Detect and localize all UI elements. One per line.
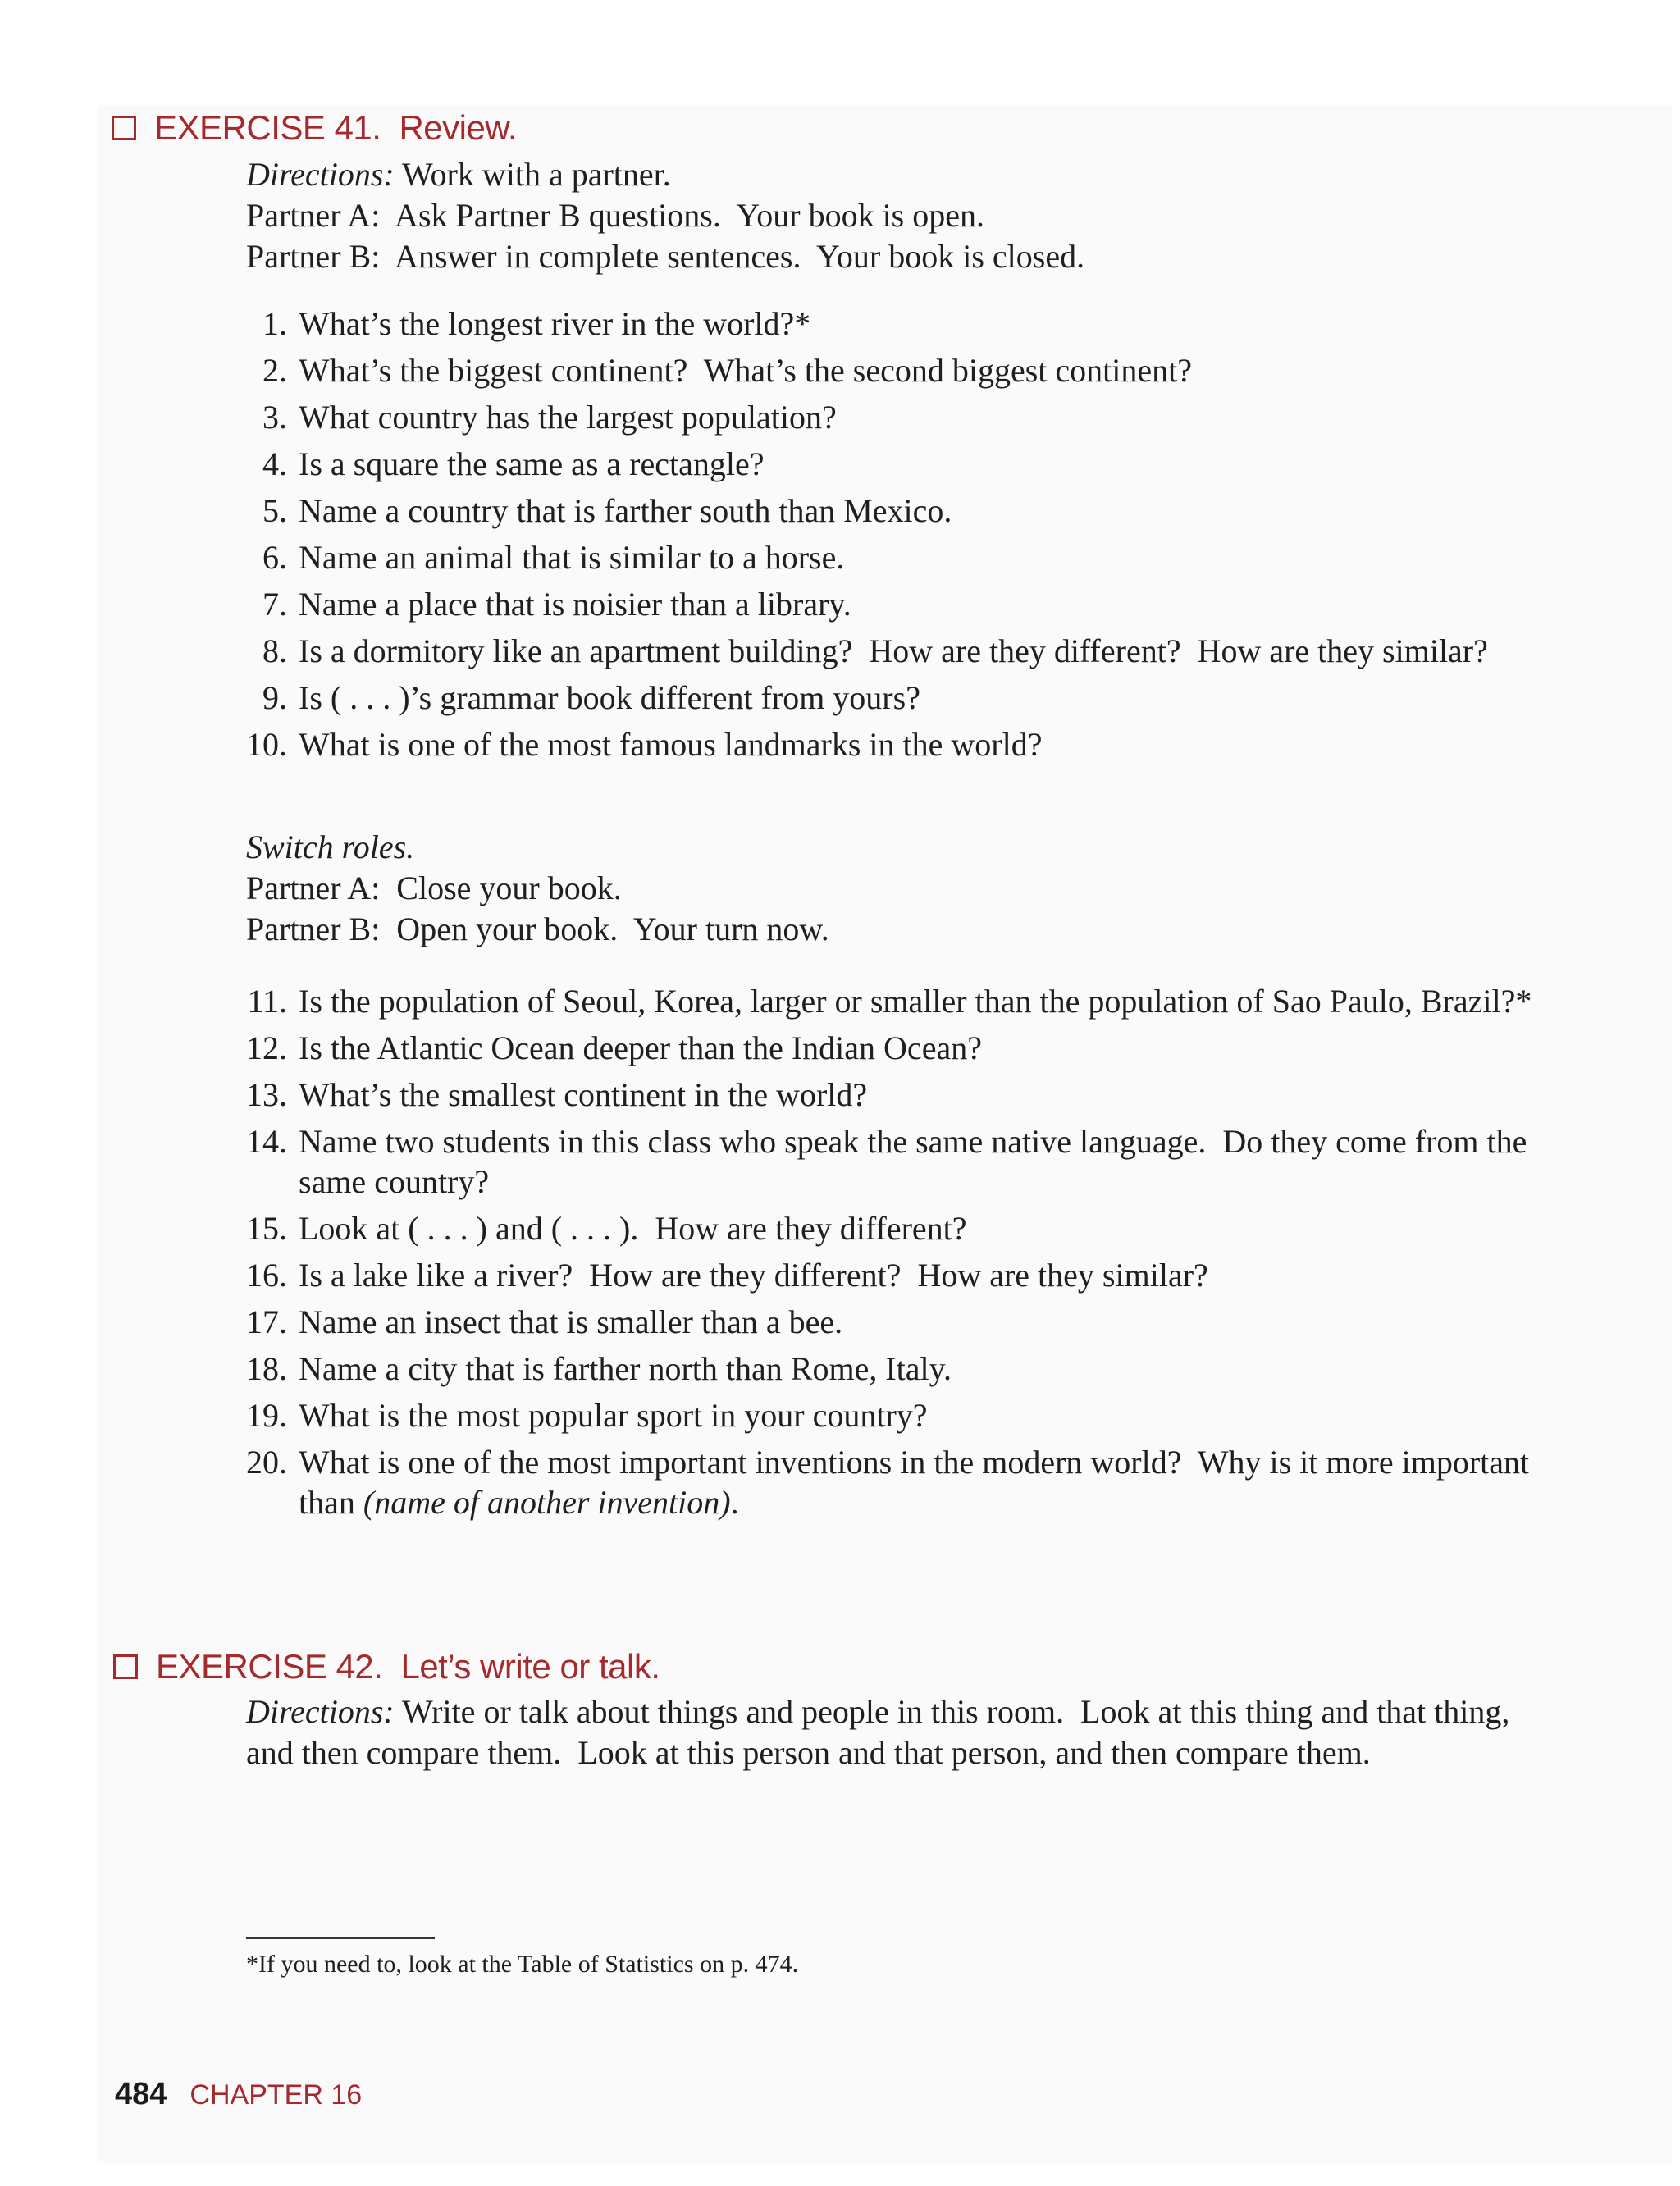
question-number: 20. — [246, 1444, 287, 1481]
question-item — [238, 491, 1583, 531]
question-text-italic: (name of another invention) — [363, 1484, 731, 1521]
question-text: What is one of the most famous landmarks in the world? — [299, 726, 1043, 763]
partner-b-instruction: Partner B: Answer in complete sentences. Your book is closed. — [246, 238, 1085, 275]
switch-partner-a: Partner A: Close your book. — [246, 869, 622, 906]
question-text: What’s the biggest continent? What’s the second biggest continent? — [299, 352, 1192, 389]
exercise-41-questions-1-10 — [238, 303, 1583, 771]
question-text — [299, 1442, 1583, 1522]
question-item — [238, 1349, 1583, 1389]
question-item — [238, 1028, 1583, 1068]
question-text: Is ( . . . )’s grammar book different from yours? — [299, 679, 920, 716]
question-text: What’s the longest river in the world?* — [299, 305, 811, 342]
question-item — [238, 1255, 1583, 1295]
question-number: 16. — [246, 1257, 287, 1294]
question-number: 6. — [262, 539, 287, 576]
question-text: Name a country that is farther south than Mexico. — [299, 492, 952, 529]
page-number: 484 — [115, 2077, 167, 2111]
exercise-41-heading — [112, 108, 517, 148]
question-text: Name a city that is farther north than Rome, Italy. — [299, 1350, 952, 1387]
switch-partner-b: Partner B: Open your book. Your turn now. — [246, 910, 829, 947]
question-text: Name an insect that is smaller than a bee. — [299, 1303, 843, 1340]
question-item — [238, 303, 1583, 344]
directions-label: Directions: — [246, 156, 395, 193]
question-item — [238, 397, 1583, 437]
question-number: 12. — [246, 1029, 287, 1066]
switch-roles-block — [246, 827, 1575, 950]
question-text: Name a place that is noisier than a library. — [299, 586, 851, 623]
ex42-directions-text: Write or talk about things and people in this room. Look at this thing and that thing, and then compare them. Look at this person and that person, and then compare them. — [246, 1693, 1518, 1771]
question-item — [238, 631, 1583, 671]
question-item — [238, 678, 1583, 718]
question-number: 1. — [262, 305, 287, 342]
question-text: Is a lake like a river? How are they different? How are they similar? — [299, 1257, 1208, 1294]
question-number: 14. — [246, 1123, 287, 1160]
question-text: Look at ( . . . ) and ( . . . ). How are they different? — [299, 1210, 967, 1247]
question-number: 4. — [262, 445, 287, 482]
question-item — [238, 537, 1583, 577]
exercise-42-directions — [246, 1691, 1542, 1773]
question-text: Is the population of Seoul, Korea, larger or smaller than the population of Sao Paulo, Brazil?* — [299, 983, 1532, 1020]
question-number: 5. — [262, 492, 287, 529]
question-number: 8. — [262, 632, 287, 669]
question-number: 11. — [247, 983, 287, 1020]
question-text: What country has the largest population? — [299, 399, 837, 436]
exercise-42-heading — [113, 1647, 660, 1686]
question-item — [238, 584, 1583, 624]
exercise-42-checkbox[interactable] — [113, 1654, 138, 1679]
question-item — [238, 1442, 1583, 1522]
question-text: Is a dormitory like an apartment building? How are they different? How are they similar? — [299, 632, 1488, 669]
question-number: 10. — [246, 726, 287, 763]
question-number: 9. — [262, 679, 287, 716]
question-text: Name an animal that is similar to a horse. — [299, 539, 845, 576]
ex42-directions-label: Directions: — [246, 1693, 395, 1730]
question-number: 15. — [246, 1210, 287, 1247]
question-item — [238, 1075, 1583, 1115]
question-number: 2. — [262, 352, 287, 389]
exercise-42-number: EXERCISE 42. — [156, 1647, 383, 1686]
question-number: 7. — [262, 586, 287, 623]
exercise-41-title: Review. — [399, 108, 518, 147]
question-text: What is the most popular sport in your country? — [299, 1397, 928, 1434]
question-number: 18. — [246, 1350, 287, 1387]
question-text-main: What is one of the most important inventions in the modern world? Why is it more important than — [299, 1444, 1538, 1521]
footnote-rule — [246, 1937, 435, 1939]
question-number: 3. — [262, 399, 287, 436]
exercise-41-directions — [246, 154, 1575, 277]
question-text: Is the Atlantic Ocean deeper than the Indian Ocean? — [299, 1029, 982, 1066]
question-item — [238, 1121, 1583, 1202]
switch-roles-label: Switch roles. — [246, 828, 415, 865]
partner-a-instruction: Partner A: Ask Partner B questions. Your book is open. — [246, 197, 984, 234]
question-item — [238, 1302, 1583, 1342]
question-number: 19. — [246, 1397, 287, 1434]
question-item — [238, 1395, 1583, 1435]
question-item — [238, 444, 1583, 484]
question-number: 17. — [246, 1303, 287, 1340]
question-text: Name two students in this class who speak the same native language. Do they come from the same country? — [299, 1123, 1536, 1200]
question-text: What’s the smallest continent in the world? — [299, 1076, 868, 1113]
exercise-41-checkbox[interactable] — [112, 116, 136, 140]
exercise-41-questions-11-20 — [238, 981, 1583, 1529]
chapter-label: CHAPTER 16 — [189, 2079, 363, 2111]
exercise-42-title: Let’s write or talk. — [400, 1647, 660, 1686]
footnote: *If you need to, look at the Table of Statistics on p. 474. — [246, 1951, 799, 1978]
exercise-41-number: EXERCISE 41. — [154, 108, 381, 147]
question-number: 13. — [246, 1076, 287, 1113]
question-item — [238, 350, 1583, 390]
page-footer — [115, 2077, 362, 2112]
question-text-end: . — [730, 1484, 739, 1521]
question-item — [238, 724, 1583, 764]
question-item — [238, 981, 1583, 1021]
question-item — [238, 1208, 1583, 1248]
question-text: Is a square the same as a rectangle? — [299, 445, 765, 482]
directions-text: Work with a partner. — [401, 156, 671, 193]
